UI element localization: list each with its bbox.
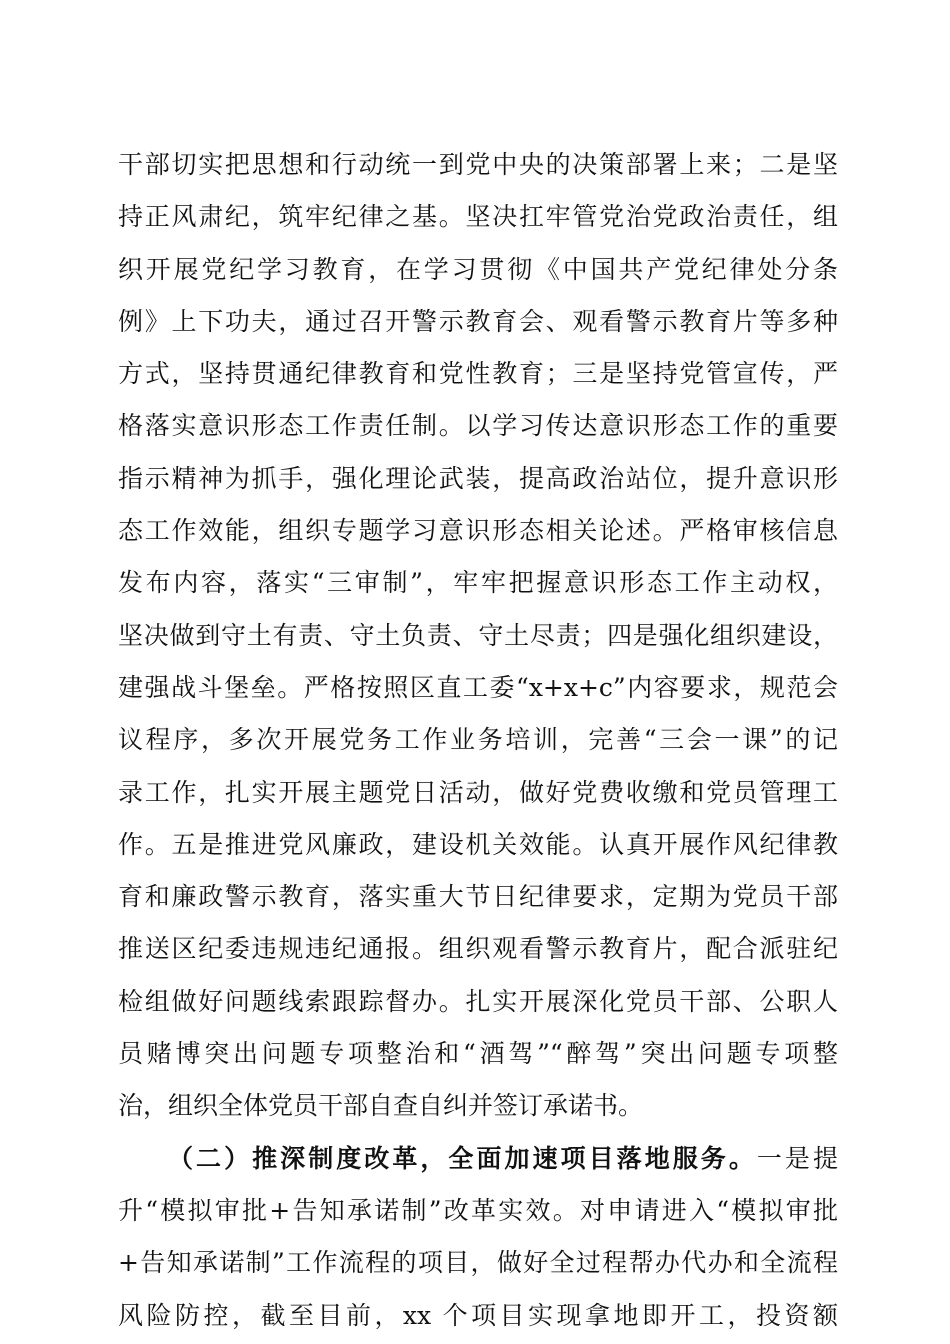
text-line: 治，组织全体党员干部自查自纠并签订承诺书。 [118, 1091, 644, 1121]
text-line: 织开展党纪学习教育，在学习贯彻《中国共产党纪律处分条 [118, 254, 838, 284]
text-line: 员赌博突出问题专项整治和“酒驾”“醉驾”突出问题专项整 [118, 1039, 838, 1069]
section-heading-line [118, 1133, 838, 1185]
text-line: +告知承诺制”工作流程的项目，做好全过程帮办代办和全流程 [118, 1248, 838, 1278]
document-body [118, 139, 838, 1342]
text-line: 坚决做到守土有责、守土负责、守土尽责；四是强化组织建设， [118, 620, 838, 650]
text-line: 作。五是推进党风廉政，建设机关效能。认真开展作风纪律教 [118, 829, 838, 859]
text-line: 风险防控，截至目前，xx 个项目实现拿地即开工，投资额 [118, 1300, 838, 1330]
section-heading-rest: 一是提 [756, 1143, 838, 1173]
text-line: 格落实意识形态工作责任制。以学习传达意识形态工作的重要 [118, 411, 838, 441]
text-line: 育和廉政警示教育，落实重大节日纪律要求，定期为党员干部 [118, 882, 838, 912]
text-line: 例》上下功夫，通过召开警示教育会、观看警示教育片等多种 [118, 306, 838, 336]
text-line: 态工作效能，组织专题学习意识形态相关论述。严格审核信息 [118, 516, 838, 546]
section-heading: （二）推深制度改革，全面加速项目落地服务。 [168, 1143, 757, 1173]
text-line: 录工作，扎实开展主题党日活动，做好党费收缴和党员管理工 [118, 777, 838, 807]
text-line: 干部切实把思想和行动统一到党中央的决策部署上来；二是坚 [118, 150, 838, 179]
text-line: 推送区纪委违规违纪通报。组织观看警示教育片，配合派驻纪 [118, 934, 838, 964]
text-line: 发布内容，落实“三审制”，牢牢把握意识形态工作主动权， [118, 568, 838, 598]
text-line: 方式，坚持贯通纪律教育和党性教育；三是坚持党管宣传，严 [118, 359, 838, 389]
text-line: 指示精神为抓手，强化理论武装，提高政治站位，提升意识形 [118, 463, 838, 493]
text-line: 升“模拟审批+告知承诺制”改革实效。对申请进入“模拟审批 [118, 1195, 838, 1225]
text-line: 建强战斗堡垒。严格按照区直工委“x+x+c”内容要求，规范会 [118, 672, 838, 702]
text-line: 议程序，多次开展党务工作业务培训，完善“三会一课”的记 [118, 725, 838, 755]
text-line: 检组做好问题线索跟踪督办。扎实开展深化党员干部、公职人 [118, 986, 838, 1016]
text-line: 持正风肃纪，筑牢纪律之基。坚决扛牢管党治党政治责任，组 [118, 202, 838, 232]
